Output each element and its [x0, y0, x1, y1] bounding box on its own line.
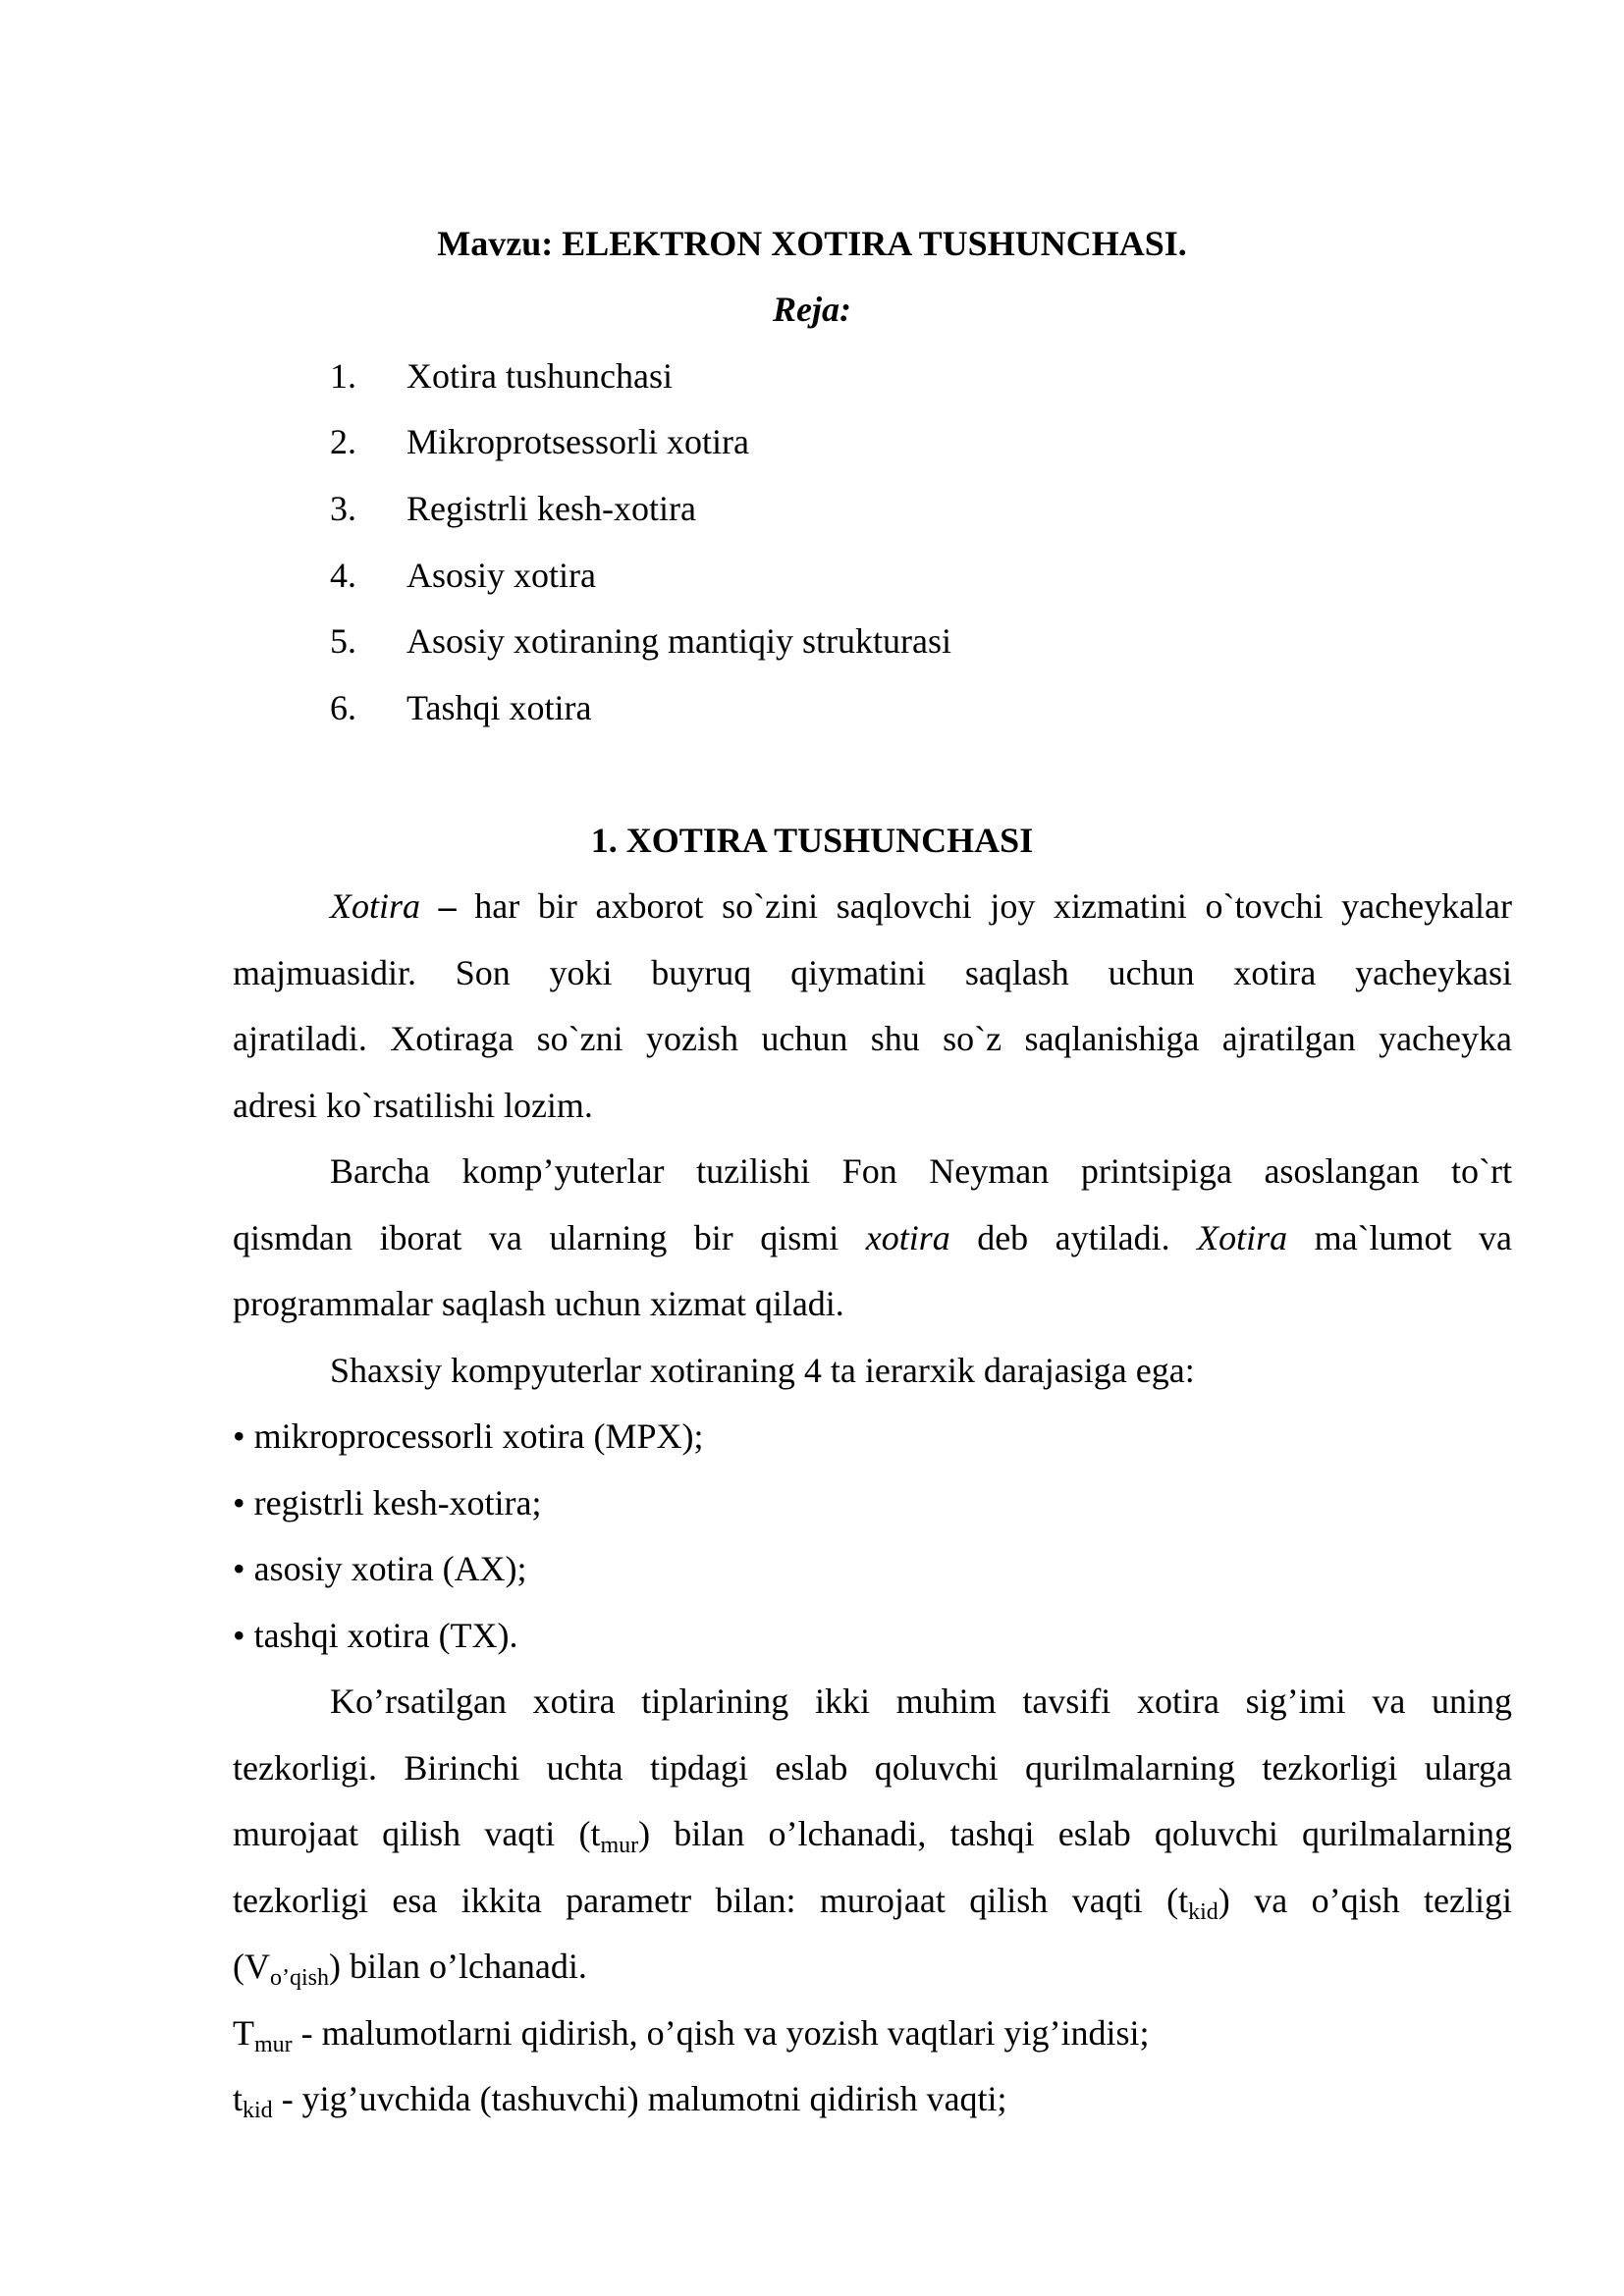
- plan-item-number: 3.: [330, 489, 356, 528]
- term-xotira: Xotira: [330, 886, 421, 926]
- reja-label: Reja:: [773, 290, 851, 329]
- paragraph-line: [233, 1812, 1512, 1858]
- subscript: kid: [243, 2098, 273, 2123]
- paragraph-line: majmuasidir. Son yoki buyruq qiymatini saqlash uchun xotira yacheykasi: [233, 953, 1512, 992]
- em-dash: –: [438, 886, 457, 926]
- plan-item-text: Asosiy xotira: [406, 556, 596, 595]
- line-text: (V: [233, 1947, 270, 1986]
- definition-text: - yig’uvchida (tashuvchi) malumotni qidirish vaqti;: [272, 2079, 1007, 2118]
- definition-line: [233, 2077, 1007, 2123]
- subscript: o’qish: [270, 1965, 329, 1991]
- line-text: qismdan iborat va ularning bir qismi: [233, 1218, 839, 1257]
- line-text: tezkorligi esa ikkita parametr bilan: murojaat qilish vaqti (t: [233, 1881, 1189, 1920]
- list-item: • registrli kesh-xotira;: [233, 1483, 542, 1522]
- paragraph-line: Ko’rsatilgan xotira tiplarining ikki muhim tavsifi xotira sig’imi va uning: [330, 1682, 1512, 1721]
- paragraph-line: tezkorligi. Birinchi uchta tipdagi eslab qoluvchi qurilmalarning tezkorligi ularga: [233, 1748, 1512, 1788]
- line-text: murojaat qilish vaqti (t: [233, 1814, 601, 1853]
- definition-text: - malumotlarni qidirish, o’qish va yozish vaqtlari yig’indisi;: [292, 2013, 1150, 2053]
- subscript: kid: [1188, 1899, 1218, 1925]
- plan-item-text: Mikroprotsessorli xotira: [406, 422, 749, 461]
- subscript: mur: [600, 1833, 639, 1858]
- line-text: deb aytiladi.: [977, 1218, 1170, 1257]
- paragraph-line: ajratiladi. Xotiraga so`zni yozish uchun shu so`z saqlanishiga ajratilgan yacheyka: [233, 1019, 1512, 1058]
- term-xotira: Xotira: [1197, 1218, 1288, 1257]
- plan-item-number: 4.: [330, 556, 356, 595]
- plan-item-text: Xotira tushunchasi: [406, 356, 673, 396]
- paragraph-line: adresi ko`rsatilishi lozim.: [233, 1086, 593, 1125]
- paragraph-line: [330, 884, 1512, 928]
- line-text: ) bilan o’lchanadi, tashqi eslab qoluvchi qurilmalarning: [638, 1814, 1512, 1853]
- term-xotira: xotira: [865, 1218, 950, 1257]
- line-text: ) bilan o’lchanadi.: [329, 1947, 587, 1986]
- line-text: ma`lumot va: [1314, 1218, 1512, 1257]
- subscript: mur: [254, 2032, 293, 2057]
- section-heading: 1. XOTIRA TUSHUNCHASI: [590, 821, 1034, 860]
- plan-item-number: 6.: [330, 688, 356, 727]
- plan-item-text: Registrli kesh-xotira: [406, 489, 696, 528]
- plan-item-text: Tashqi xotira: [406, 688, 592, 727]
- symbol: T: [233, 2013, 254, 2053]
- title-text: ELEKTRON XOTIRA TUSHUNCHASI.: [562, 224, 1187, 263]
- paragraph-line: [233, 1879, 1512, 1925]
- line-text: har bir axborot so`zini saqlovchi joy xizmatini o`tovchi yacheykalar: [474, 886, 1513, 926]
- symbol: t: [233, 2079, 244, 2118]
- plan-item-number: 5.: [330, 621, 356, 661]
- plan-item-number: 2.: [330, 422, 356, 461]
- paragraph-line: programmalar saqlash uchun xizmat qiladi.: [233, 1284, 844, 1323]
- document-title: [0, 222, 1624, 265]
- paragraph-line: [233, 1216, 1512, 1259]
- definition-line: [233, 2011, 1150, 2055]
- line-text: ) va o’qish tezligi: [1218, 1881, 1512, 1920]
- list-item: • tashqi xotira (TX).: [233, 1616, 518, 1655]
- paragraph-hierarchy-intro: Shaxsiy kompyuterlar xotiraning 4 ta ierarxik darajasiga ega:: [330, 1351, 1195, 1390]
- plan-item-text: Asosiy xotiraning mantiqiy strukturasi: [406, 621, 951, 661]
- list-item: • asosiy xotira (AX);: [233, 1549, 527, 1588]
- plan-item-number: 1.: [330, 356, 356, 396]
- title-prefix: Mavzu:: [437, 224, 554, 263]
- paragraph-line: [233, 1945, 587, 1991]
- list-item: • mikroprocessorli xotira (MPX);: [233, 1416, 704, 1456]
- paragraph-line: Barcha komp’yuterlar tuzilishi Fon Neyman printsipiga asoslangan to`rt: [330, 1151, 1512, 1191]
